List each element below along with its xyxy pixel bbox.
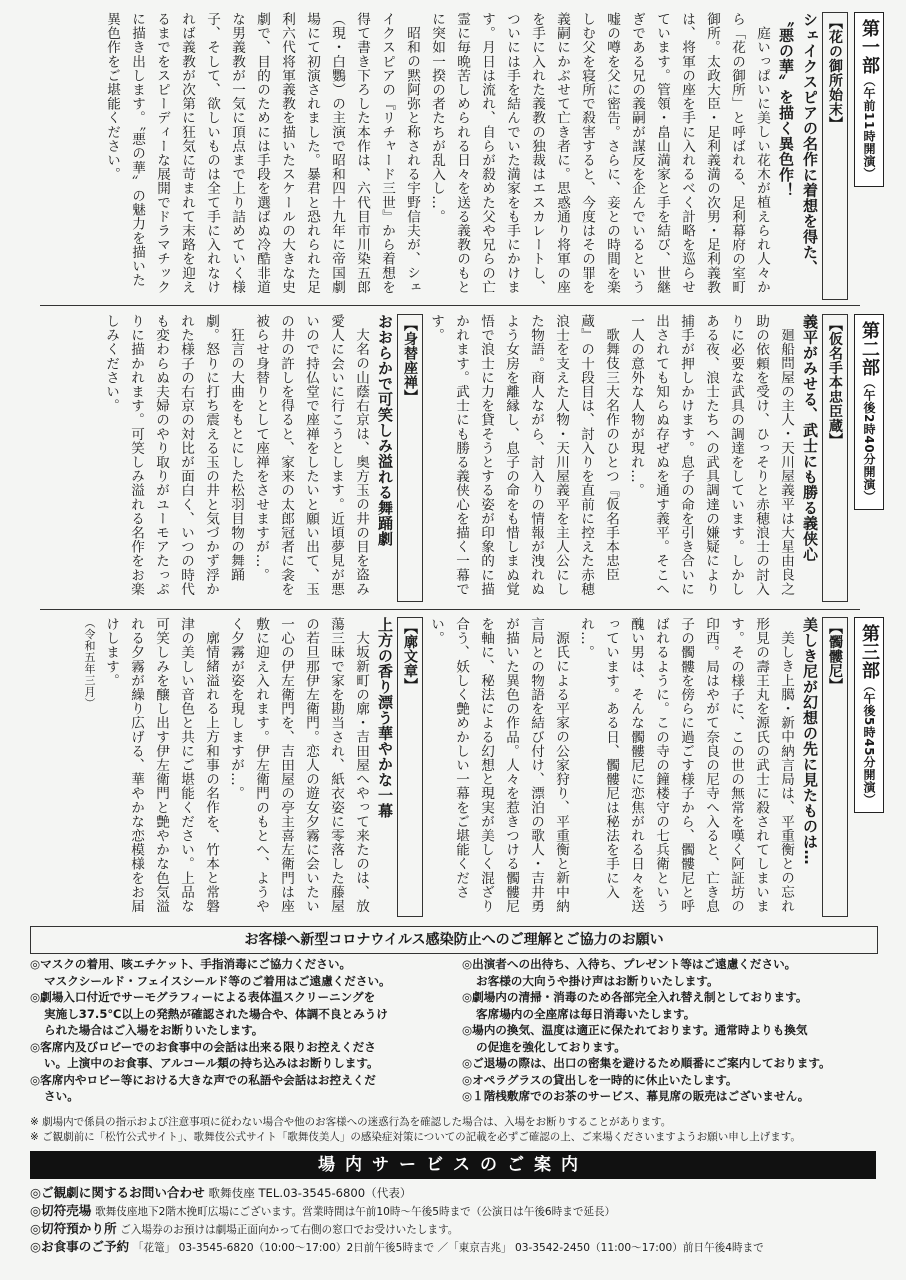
- left-item-1-line-1: 実施し37.5℃以上の発熱が確認された場合や、体調不良とみうけ: [44, 1006, 388, 1021]
- corona-note-1: ※ 劇場内で係員の指示および注意事項に従わない場合や他のお客様への迷惑行為を確認した場合は、入場をお断りすることがあります。: [30, 1116, 672, 1128]
- part3-body1: 美しき上臈・新中納言局は、平重衡との忘れ形見の壽王丸を源氏の武士に殺されてしまいます。その様子に、この世の無常を嘆く阿証坊の印西。局はやがて奈良の尼寺へ入ると、亡き息子の髑髏を傍らに過ごす様子から、髑髏尼と呼ばれるように。この寺の鐘楼守の七兵衛という醜い男は、そんな髑髏尼に恋焦がれる日々を送っています。ある日、髑髏尼は秘法を手に入れ…。: [578, 617, 794, 914]
- left-item-0-line-0: ◎マスクの着用、咳エチケット、手指消毒にご協力ください。: [30, 957, 352, 971]
- part1-time: （午前11時開演）: [862, 74, 876, 180]
- left-item-1-line-2: られた場合はご入場をお断りいたします。: [44, 1023, 264, 1037]
- part2-time: （午後2時40分開演）: [862, 376, 876, 504]
- right-item-2-line-0: ◎場内の換気、温度は適正に保たれております。通常時よりも換気: [462, 1023, 808, 1037]
- right-item-1-line-0: ◎劇場内の清掃・消毒のため各部完全入れ替え制としております。: [462, 990, 808, 1004]
- part2-catch1: 義平がみせる、武士にも勝る義侠心: [801, 314, 819, 562]
- part1-header: [854, 12, 884, 187]
- service-title: 場内サービスのご案内: [30, 1151, 876, 1179]
- part3-body4: 廓情緒溢れる上方和事の名作を、竹本と常磐津の美しい音色と共にご堪能ください。上品な可笑しみを醸し出す伊左衛門と艶やかな色気溢れる夕霧が繰り広げる、華やかな恋模様をお届けします。: [103, 617, 219, 914]
- part1-catch2: 〝悪の華〟を描く異色作！: [777, 12, 795, 198]
- corona-notice-list: [30, 956, 880, 1106]
- meal-text: 「花篭」 03-3545-6820（10:00～17:00）2日前午後5時まで ／「東京吉兆」 03-3542-2450（11:00～17:00）前日午後4時まで: [132, 1242, 764, 1254]
- left-item-2-line-1: い。上演中のお食事、アルコール類の持ち込みはお断りします。: [44, 1056, 379, 1070]
- left-item-0-line-1: マスクシールド・フェイスシールド等のご着用はご遠慮ください。: [44, 973, 391, 988]
- shop-text: 歌舞伎座地下2階木挽町広場にございます。営業時間は午前10時～午後5時まで（公演日は午後6時まで延長）: [95, 1206, 616, 1218]
- part2-body4: 狂言の大曲をもとにした松羽目物の舞踊劇。怒りに打ち震える玉の井と気づかず浮かれた様子の右京の対比が面白く、いつの時代も変わらぬ夫婦のやり取りがユーモアたっぷりに描かれます。可笑しみ溢れる名作をお楽しみください。: [103, 314, 244, 596]
- corona-notice-title: お客様へ新型コロナウイルス感染防止へのご理解とご協力のお願い: [30, 926, 878, 954]
- deposit-label: ◎切符預かり所: [30, 1221, 117, 1236]
- left-item-3-line-1: さい。: [44, 1089, 79, 1103]
- corona-left-column: [30, 956, 450, 1105]
- part1-body1: 庭いっぱいに美しい花木が植えられ人々から「花の御所」と呼ばれる、足利幕府の室町御所。太政大臣・足利義満の次男・足利義教は、将軍の座を手に入れるべく計略を巡らせています。管領・畠山満家と手を結び、世継ぎである兄の義嗣が謀反を企んでいるという嘘の噂を父に密告。さらに、妾との時間を楽しむ父を寝所で殺害すると、今度はその罪を義嗣にかぶせて亡き者に。思惑通り将軍の座を手に入れた義教の独裁はエスカレートし、ついには手を結んでいた満家をも手にかけます。月日は流れ、自らが殺めた父や兄らの亡霊に毎晩苦しめられる日々を送る義教のもとに突如一揆の者たちが乱入し…。: [429, 12, 770, 294]
- meal-label: ◎お食事のご予約: [30, 1239, 130, 1254]
- right-item-2-line-1: の促進を強化しております。: [476, 1039, 626, 1054]
- part1-catch1: シェイクスピアの名作に着想を得た、: [801, 12, 819, 276]
- right-item-4-line-0: ◎オペラグラスの貸出しを一時的に休止いたします。: [462, 1072, 738, 1087]
- shop-label: ◎切符売場: [30, 1203, 92, 1218]
- right-item-5-line-0: ◎１階桟敷席でのお茶のサービス、幕見席の販売はございません。: [462, 1089, 810, 1103]
- corona-right-column: [462, 956, 882, 1105]
- part3-work-title: 【髑髏尼】: [822, 617, 848, 917]
- divider: [40, 609, 860, 610]
- right-item-3-line-0: ◎ご退場の際は、出口の密集を避けるため順番にご案内しております。: [462, 1056, 831, 1070]
- part2-work-title: 【仮名手本忠臣蔵】: [822, 314, 848, 602]
- part2-section: [22, 314, 884, 602]
- left-item-2-line-0: ◎客席内及びロビーでのお食事中の会話は出来る限りお控えくださ: [30, 1039, 376, 1054]
- inquiry-label: ◎ご観劇に関するお問い合わせ: [30, 1185, 205, 1200]
- part2-header: [854, 314, 884, 510]
- service-inquiry: [30, 1185, 880, 1201]
- part2-catch2: おおらかで可笑しみ溢れる舞踊劇: [376, 314, 394, 547]
- service-ticket-shop: [30, 1203, 880, 1220]
- inquiry-text: 歌舞伎座 TEL.03-3545-6800（代表）: [208, 1186, 412, 1200]
- part2-work2-title: 【身替座禅】: [397, 314, 423, 602]
- part3-catch1: 美しき尼が幻想の先に見たものは…: [801, 617, 819, 865]
- part2-body2: 歌舞伎三大名作のひとつ『仮名手本忠臣蔵』の十段目は、討入りを直前に控えた赤穂浪士を支えた人物・天川屋義平を主人公にした物語。商人ながら、討入りの情報が洩れぬよう女房を離縁し、息子の命をも惜しまぬ覚悟で浪士に力を貸そうとする姿が印象的に描かれます。武士にも勝る義侠心を描く一幕です。: [428, 314, 619, 596]
- part3-body2: 源氏による平家の公家狩り、平重衡と新中納言局との物語を結び付け、漂泊の歌人・吉井勇が描いた異色の作品。人々を惹きつける髑髏尼を軸に、秘法による幻想と現実が美しく混ざり合う、妖しく艶めかしい一幕をご堪能ください。: [428, 617, 569, 914]
- service-ticket-deposit: [30, 1221, 880, 1238]
- right-item-0-line-1: お客様の大向うや掛け声はお断りいたします。: [476, 973, 719, 988]
- part2-head-label: 第二部: [859, 321, 880, 377]
- service-meal-reservation: [30, 1239, 880, 1256]
- part2-body1: 廻船問屋の主人・天川屋義平は大星由良之助の依頼を受け、ひっそりと赤穂浪士の討入りに必要な武具の調達をしています。しかしある夜、浪士たちへの武具調達の嫌疑により捕手が押しかけます。息子の命を引き合いに出されても知らぬ存ぜぬを通す義平。そこへ一人の意外な人物が現れ…。: [628, 314, 794, 596]
- left-item-1-line-0: ◎劇場入口付近でサーモグラフィーによる表体温スクリーニングを: [30, 990, 376, 1004]
- left-item-3-line-0: ◎客席内やロビー等における大きな声での私語や会話はお控えくだ: [30, 1072, 376, 1087]
- part1-head-label: 第一部: [859, 19, 880, 75]
- issue-date: （令和五年三月）: [83, 617, 96, 709]
- corona-note-2: ※ ご観劇前に「松竹公式サイト」、歌舞伎公式サイト「歌舞伎美人」の感染症対策についての記載を必ずご確認の上、ご来場くださいますようお願い申し上げます。: [30, 1131, 801, 1143]
- deposit-text: ご入場券のお預けは劇場正面向かって右側の窓口でお受けいたします。: [120, 1224, 459, 1236]
- divider: [40, 305, 860, 306]
- part1-body2: 昭和の黙阿弥と称される宇野信夫が、シェイクスピアの『リチャード三世』から着想を得て書き下ろした本作は、六代目市川染五郎（現・白鸚）の主演で昭和四十九年に帝国劇場にて初演されました。暴君と恐れられた足利六代将軍義教を描いたスケールの大きな史劇で、目的のためには手段を選ばぬ冷酷非道な男義教が一気に頂点まで上り詰めていく様子、そして、欲しいものは全て手に入れなければ義教が次第に狂気に苛まれて末路を迎えるまでをスピーディーな展開でドラマチックに描き出します。〝悪の華〟の魅力を描いた異色作をご堪能ください。: [104, 12, 420, 294]
- part3-header: [854, 617, 884, 813]
- part3-time: （午後5時45分開演）: [862, 679, 876, 807]
- part2-body3: 大名の山蔭右京は、奥方玉の井の目を盗み愛人に会いに行こうとします。近頃夢見が悪いので持仏堂で座禅をしたいと願い出て、玉の井の許しを得ると、家来の太郎冠者に衾を被らせ身替りとして座禅をさせますが…。: [253, 314, 369, 596]
- part3-catch2: 上方の香り漂う華やかな一幕: [376, 617, 394, 819]
- part3-body3: 大坂新町の廓・吉田屋へやって来たのは、放蕩三昧で家を勘当され、紙衣姿に零落した藤屋の若旦那伊左衛門。恋人の遊女夕霧に会いたい一心の伊左衛門を、吉田屋の亭主喜左衛門は座敷に迎え入れます。伊左衛門のもとへ、ようやく夕霧が姿を現しますが…。: [228, 617, 369, 914]
- part1-section: [22, 12, 884, 300]
- part1-work-title: 【花の御所始末】: [822, 12, 848, 300]
- part3-work2-title: 【廓文章】: [397, 617, 423, 917]
- right-item-1-line-1: 客席場内の全座席は毎日消毒いたします。: [476, 1006, 696, 1021]
- part3-head-label: 第三部: [859, 624, 880, 680]
- part3-section: [22, 617, 884, 917]
- right-item-0-line-0: ◎出演者への出待ち、入待ち、プレゼント等はご遠慮ください。: [462, 957, 797, 971]
